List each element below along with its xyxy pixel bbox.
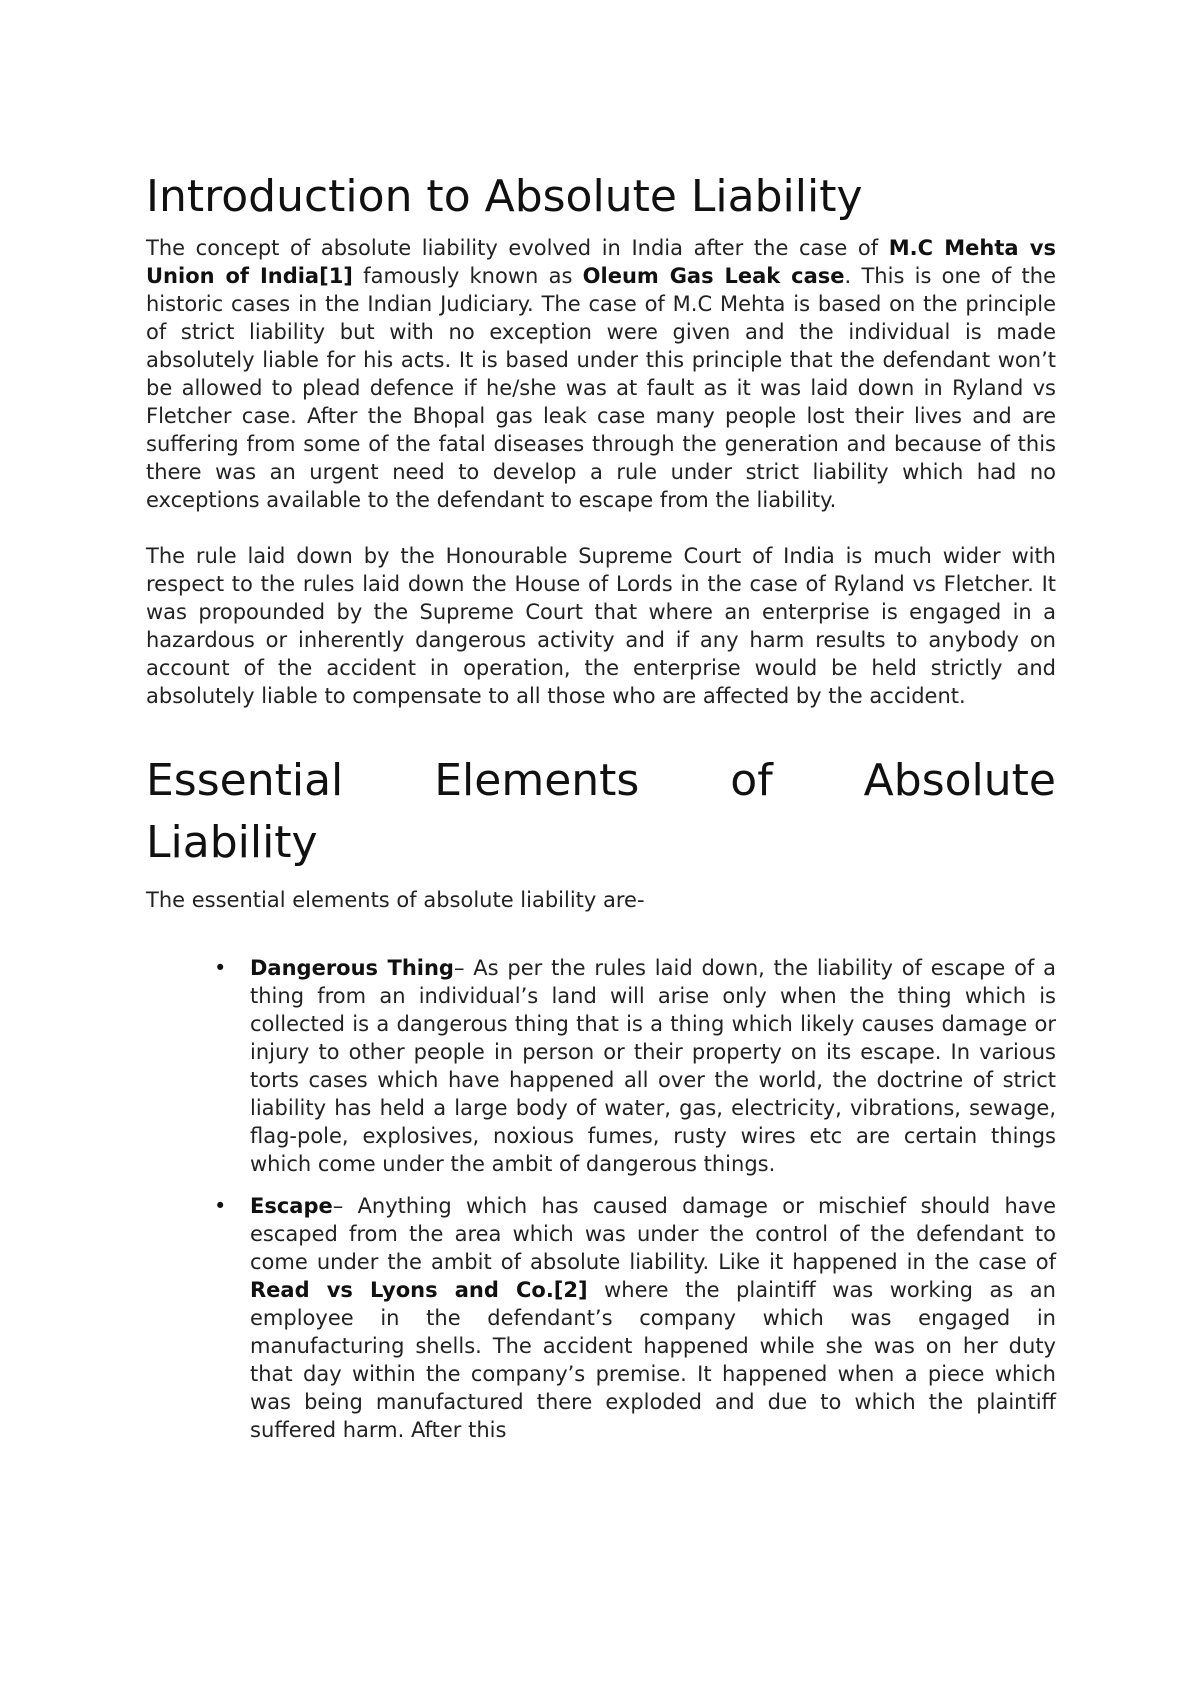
element-term: Escape <box>250 1194 333 1218</box>
intro-paragraph-1 <box>146 234 1056 514</box>
intro-p1-text-2: famously known as <box>352 264 583 288</box>
elements-lead: The essential elements of absolute liability are- <box>146 888 645 912</box>
element-dangerous-thing <box>250 954 1056 1178</box>
intro-p1-text-1: The concept of absolute liability evolved in India after the case of <box>146 236 889 260</box>
element-description-part-2: where the plaintiff was working as an employee in the defendant’s company which was engaged in manufacturing shells. The accident happened while she was on her duty that day within the company’s premise. It happened when a piece which was being manufactured there exploded and due to which the plaintiff suffered harm. After this <box>250 1278 1056 1442</box>
elements-heading-line-1: Essential Elements of Absolute <box>146 755 1056 806</box>
list-item <box>146 954 1056 1178</box>
bullet-icon: • <box>214 956 227 980</box>
document-page <box>146 166 1056 1458</box>
elements-heading <box>146 750 1056 874</box>
intro-p1-text-3: . This is one of the historic cases in the Indian Judiciary. The case of M.C Mehta is based on the principle of strict liability but with no exception were given and the individual is made absolutely liable for his acts. It is based under this principle that the defendant won’t be allowed to plead defence if he/she was at fault as it was laid down in Ryland vs Fletcher case. After the Bhopal gas leak case many people lost their lives and are suffering from some of the fatal diseases through the generation and because of this there was an urgent need to develop a rule under strict liability which had no exceptions available to the defendant to escape from the liability. <box>146 264 1056 512</box>
intro-paragraph-2: The rule laid down by the Honourable Supreme Court of India is much wider with respect to the rules laid down the House of Lords in the case of Ryland vs Fletcher. It was propounded by the Supreme Court that where an enterprise is engaged in a hazardous or inherently dangerous activity and if any harm results to anybody on account of the accident in operation, the enterprise would be held strictly and absolutely liable to compensate to all those who are affected by the accident. <box>146 544 1056 708</box>
case-citation-read-vs-lyons: Read vs Lyons and Co.[2] <box>250 1278 588 1302</box>
element-description: – As per the rules laid down, the liability of escape of a thing from an individual’s land will arise only when the thing which is collected is a dangerous thing that is a thing which likely causes damage or injury to other people in person or their property on its escape. In various torts cases which have happened all over the world, the doctrine of strict liability has held a large body of water, gas, electricity, vibrations, sewage, flag-pole, explosives, noxious fumes, rusty wires etc are certain things which come under the ambit of dangerous things. <box>250 956 1057 1176</box>
bullet-icon: • <box>214 1194 227 1218</box>
case-citation-mc-mehta: M.C Mehta vs Union of India[1] <box>146 236 1056 288</box>
element-description-part-1: – Anything which has caused damage or mischief should have escaped from the area which was under the control of the defendant to come under the ambit of absolute liability. Like it happened in the case of <box>250 1194 1056 1274</box>
element-escape <box>250 1192 1056 1444</box>
case-name-oleum-gas: Oleum Gas Leak case <box>582 264 845 288</box>
elements-heading-line-2: Liability <box>146 817 318 868</box>
intro-heading: Introduction to Absolute Liability <box>146 171 863 222</box>
elements-list <box>146 954 1056 1444</box>
list-item <box>146 1192 1056 1444</box>
element-term: Dangerous Thing <box>250 956 454 980</box>
